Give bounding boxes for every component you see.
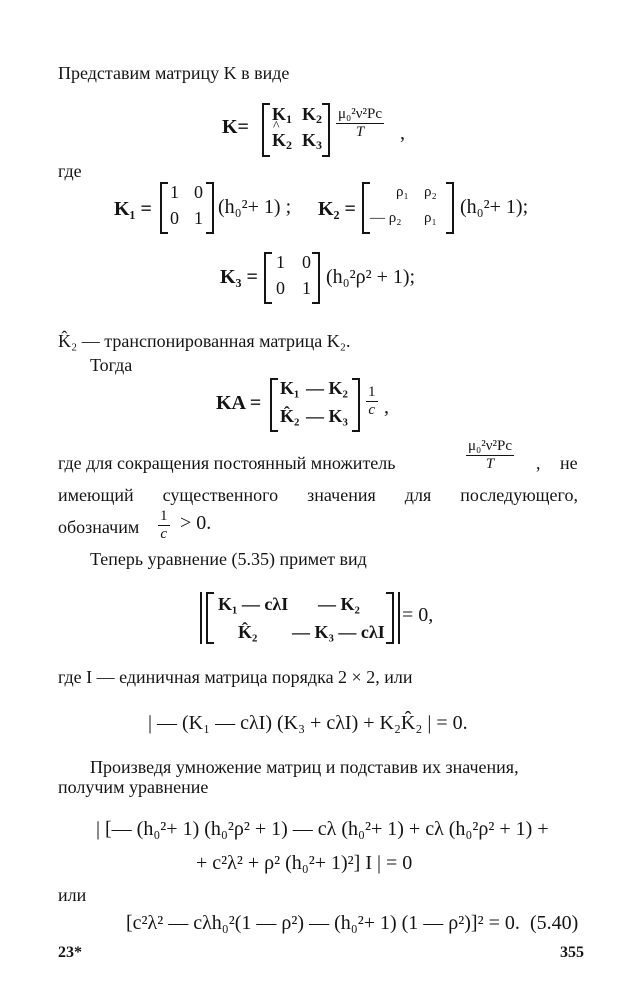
- matrix-cell: ρ₁: [396, 184, 409, 200]
- right-bracket: [322, 103, 330, 157]
- matrix-cell: 1: [194, 208, 203, 228]
- left-bracket: [270, 378, 278, 432]
- matrix-cell: — K₂: [306, 378, 348, 398]
- intro-text: Представим матрицу K в виде: [58, 63, 290, 83]
- para2-line1: Произведя умножение матриц и подставив их значения,: [90, 757, 519, 777]
- fraction-numerator: μ₀²ν²Pc: [468, 438, 513, 454]
- matrix-cell: — K₂: [318, 594, 360, 614]
- togda-text: Тогда: [90, 355, 133, 375]
- page-number: 355: [560, 944, 584, 961]
- word: существенного: [162, 485, 279, 505]
- matrix-cell: ^ $K_2$: [272, 130, 292, 153]
- right-bracket: [446, 182, 454, 234]
- matrix-cell: 0: [302, 252, 311, 272]
- equation-determinant-tail: = 0,: [402, 604, 434, 626]
- factor-fraction: [336, 106, 384, 141]
- fraction-numerator: μ₀²ν²Pc: [338, 106, 383, 122]
- para1-ne: не: [560, 453, 578, 473]
- matrix-cell: ρ₁: [424, 210, 437, 226]
- equation-long-line1: | [— (h₀²+ 1) (h₀²ρ² + 1) — cλ (h₀²+ 1) + cλ (h₀²ρ² + 1) +: [96, 818, 549, 840]
- matrix-cell: 1: [302, 278, 311, 298]
- matrix-cell: — ρ₂: [370, 210, 402, 226]
- para1-line3-text: обозначим: [58, 517, 140, 537]
- matrix-cell: — K₃: [306, 406, 348, 426]
- matrix-cell: $K_1$: [272, 104, 293, 126]
- left-bracket: [160, 182, 168, 234]
- word: для: [404, 485, 432, 505]
- equation-KA-lhs: KA =: [216, 392, 262, 414]
- para1-line3-ineq: > 0.: [180, 512, 212, 534]
- para1-fraction: [466, 438, 514, 473]
- footer-signature: 23*: [58, 944, 82, 961]
- right-bracket: [386, 592, 394, 644]
- right-bracket: [312, 252, 320, 304]
- fraction-denominator: c: [158, 525, 170, 543]
- determinant-bar: [200, 592, 202, 644]
- word: имеющий: [58, 485, 134, 505]
- ili-text: или: [58, 885, 87, 905]
- equation-abs: | — (K₁ — cλI) (K₃ + cλI) + K₂K̂₂ | = 0.: [148, 712, 468, 734]
- equation-K3-tail: (h₀²ρ² + 1);: [326, 266, 416, 288]
- matrix-cell: K₁ — cλI: [218, 594, 289, 614]
- right-bracket: [206, 182, 214, 234]
- equation-K2-lhs: K₂ =: [318, 198, 356, 220]
- equation-K1-tail: (h₀²+ 1) ;: [218, 196, 292, 218]
- fraction-denominator: T: [336, 123, 384, 141]
- gde-I-text: где I — единичная матрица порядка 2 × 2, или: [58, 667, 413, 687]
- fraction-numerator: 1: [368, 384, 376, 400]
- matrix-cell: K̂₂: [280, 406, 300, 426]
- equation-K-tail: ,: [400, 122, 405, 144]
- matrix-cell: ρ₂: [424, 184, 437, 200]
- fraction-denominator: T: [466, 455, 514, 473]
- left-bracket: [262, 103, 270, 157]
- word: последующего,: [460, 485, 578, 505]
- equation-K3-lhs: K₃ =: [220, 266, 258, 288]
- equation-K-lhs: K=: [222, 116, 249, 138]
- equation-K2-tail: (h₀²+ 1);: [460, 196, 529, 218]
- left-bracket: [206, 592, 214, 644]
- matrix-cell: 0: [276, 278, 285, 298]
- para1-line1-text: где для сокращения постоянный множитель: [58, 453, 396, 473]
- equation-K1-lhs: K₁ =: [114, 198, 152, 220]
- para1-line2: [58, 484, 578, 506]
- matrix-cell: 1: [170, 182, 179, 202]
- para1-comma: ,: [536, 453, 541, 473]
- left-bracket: [362, 182, 370, 234]
- right-bracket: [352, 378, 360, 432]
- factor-fraction: [366, 384, 378, 419]
- para1-line3-fraction: [158, 508, 170, 543]
- matrix-cell: 0: [194, 182, 203, 202]
- fraction-denominator: c: [366, 401, 378, 419]
- matrix-cell: — K₃ — cλI: [292, 622, 385, 642]
- fraction-numerator: 1: [160, 508, 168, 524]
- para2-line2: получим уравнение: [58, 777, 209, 797]
- matrix-cell: 0: [170, 208, 179, 228]
- equation-KA-tail: ,: [384, 396, 389, 418]
- gde-text: где: [58, 161, 82, 181]
- equation-long-line2: + c²λ² + ρ² (h₀²+ 1)²] I | = 0: [196, 852, 413, 874]
- matrix-cell: 1: [276, 252, 285, 272]
- word: значения: [307, 485, 376, 505]
- left-bracket: [264, 252, 272, 304]
- transposed-text: K̂₂ — транспонированная матрица K₂.: [58, 331, 351, 351]
- matrix-cell: K₁: [280, 378, 300, 398]
- matrix-cell: $K_2$: [302, 104, 323, 126]
- matrix-cell: K̂₂: [238, 622, 258, 642]
- matrix-cell: $K_3$: [302, 130, 323, 152]
- determinant-bar: [398, 592, 400, 644]
- equation-final: [c²λ² — cλh₀²(1 — ρ²) — (h₀²+ 1) (1 — ρ²)]² = 0.: [126, 912, 520, 934]
- teper-text: Теперь уравнение (5.35) примет вид: [90, 549, 367, 569]
- equation-number: (5.40): [530, 912, 579, 934]
